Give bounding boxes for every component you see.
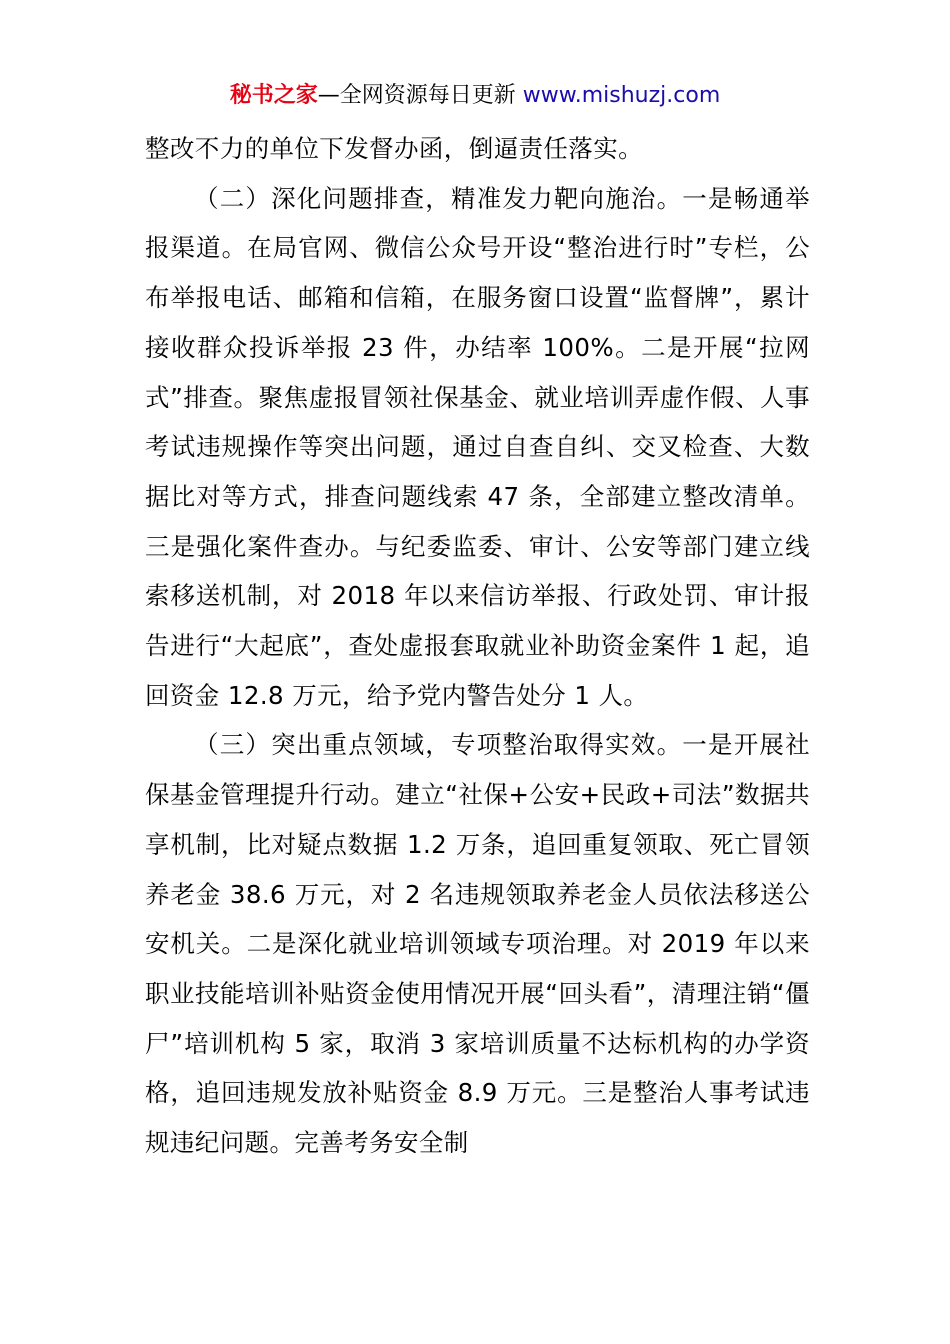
site-url[interactable]: www.mishuzj.com [522,83,721,108]
paragraph-section-2: （二）深化问题排查，精准发力靶向施治。一是畅通举报渠道。在局官网、微信公众号开设“整治进行时”专栏，公布举报电话、邮箱和信箱，在服务窗口设置“监督牌”，累计接收群众投诉举报 23 件，办结率 100%。二是开展“拉网式”排查。聚焦虚报冒领社保基金、就业培训弄虚作假、人事考试违规操作等突出问题，通过自查自纠、交叉检查、大数据比对等方式，排查问题线索 47 条，全部建立整改清单。三是强化案件查办。与纪委监委、审计、公安等部门建立线索移送机制，对 2018 年以来信访举报、行政处罚、审计报告进行“大起底”，查处虚报套取就业补助资金案件 1 起，追回资金 12.8 万元，给予党内警告处分 1 人。 [145,183,810,710]
site-slogan: —全网资源每日更新 [317,83,523,108]
paragraph-continuation: 整改不力的单位下发督办函，倒逼责任落实。 [145,134,643,163]
document-body [145,124,810,1168]
page-header [0,80,950,112]
site-brand: 秘书之家 [229,83,318,108]
paragraph-section-3: （三）突出重点领域，专项整治取得实效。一是开展社保基金管理提升行动。建立“社保+公安+民政+司法”数据共享机制，比对疑点数据 1.2 万条，追回重复领取、死亡冒领养老金 38.6 万元，对 2 名违规领取养老金人员依法移送公安机关。二是深化就业培训领域专项治理。对 2019 年以来职业技能培训补贴资金使用情况开展“回头看”，清理注销“僵尸”培训机构 5 家，取消 3 家培训质量不达标机构的办学资格，追回违规发放补贴资金 8.9 万元。三是整治人事考试违规违纪问题。完善考务安全制 [145,730,810,1158]
